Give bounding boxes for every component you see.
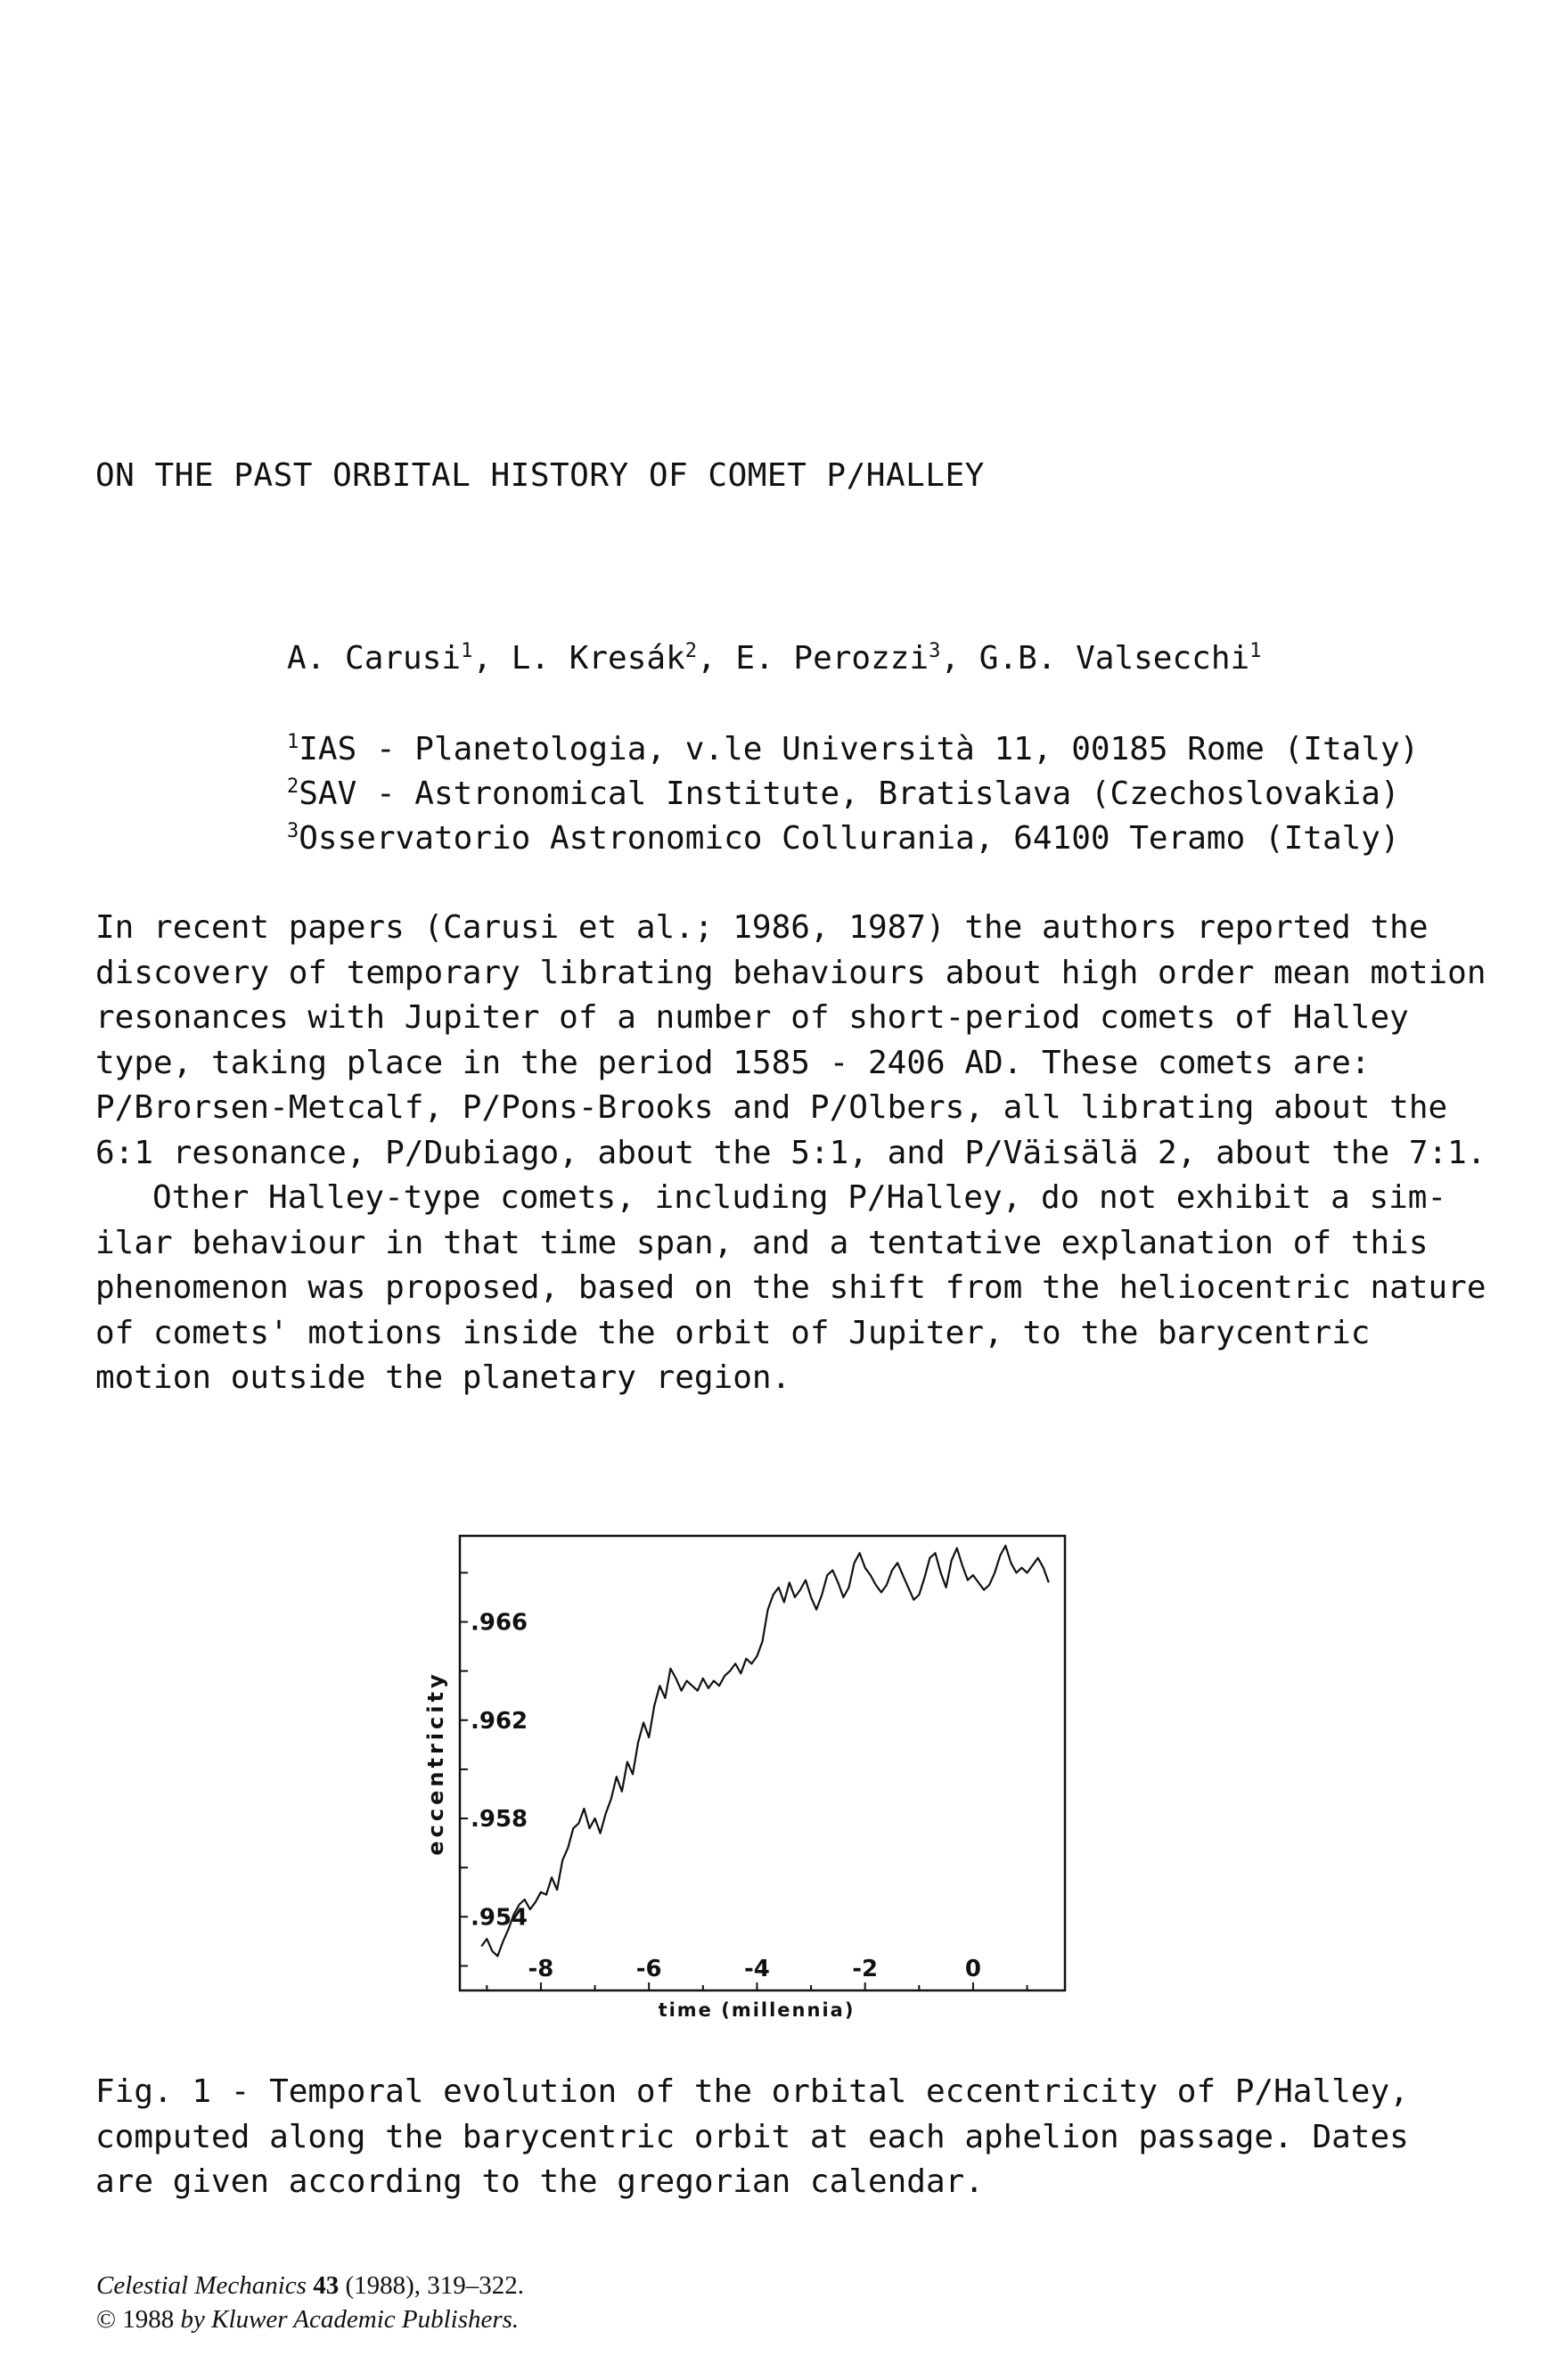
- y-tick-label: .958: [471, 1806, 528, 1834]
- y-tick-label: .966: [471, 1609, 528, 1637]
- paragraph-halley-type: [95, 1176, 1486, 1401]
- eccentricity-series-line: [481, 1546, 1049, 1956]
- text-line: In recent papers (Carusi et al.; 1986, 1987) the authors reported the: [95, 909, 1429, 946]
- journal-volume: 43: [313, 2271, 340, 2300]
- text-line: Other Halley-type comets, including P/Halley, do not exhibit a sim-: [152, 1179, 1447, 1216]
- author-name: E. Perozzi: [735, 640, 929, 677]
- copyright-year: © 1988: [96, 2305, 181, 2334]
- affiliation-text: IAS - Planetologia, v.le Università 11, 00185 Rome (Italy): [299, 731, 1420, 767]
- paper-title: ON THE PAST ORBITAL HISTORY OF COMET P/HALLEY: [95, 457, 985, 494]
- affiliation-mark: 1: [287, 731, 299, 753]
- text-line: type, taking place in the period 1585 - 2406 AD. These comets are:: [95, 1044, 1371, 1081]
- x-axis-label: time (millennia): [658, 1999, 856, 2021]
- x-tick-label: 0: [964, 1956, 981, 1982]
- affiliation-text: SAV - Astronomical Institute, Bratislava (Czechoslovakia): [299, 776, 1400, 812]
- text-line: resonances with Jupiter of a number of short-period comets of Halley: [95, 999, 1409, 1036]
- text-line: phenomenon was proposed, based on the shift from the heliocentric nature: [95, 1269, 1486, 1306]
- paragraph-intro: [95, 906, 1486, 1176]
- author-affiliation-mark: 1: [1249, 640, 1262, 662]
- x-tick-label: -4: [743, 1956, 770, 1982]
- y-axis-label: eccentricity: [423, 1670, 448, 1856]
- copyright-line: [96, 2302, 524, 2336]
- x-tick-label: -6: [635, 1956, 662, 1982]
- figure-1: [419, 1529, 1096, 2032]
- x-axis-ticks: [487, 1956, 1027, 1990]
- journal-footer: [96, 2269, 524, 2336]
- journal-pages: (1988), 319–322.: [345, 2271, 525, 2300]
- author-name: A. Carusi: [287, 640, 462, 677]
- plot-frame: [460, 1536, 1065, 1990]
- caption-line: are given according to the gregorian calendar.: [95, 2163, 984, 2200]
- text-line: ilar behaviour in that time span, and a tentative explanation of this: [95, 1224, 1429, 1261]
- journal-citation: [96, 2269, 524, 2302]
- y-tick-label: .954: [471, 1904, 528, 1932]
- text-line: of comets' motions inside the orbit of Jupiter, to the barycentric: [95, 1314, 1371, 1351]
- publisher-name: by Kluwer Academic Publishers.: [180, 2305, 520, 2334]
- y-axis-ticks: [460, 1609, 528, 1931]
- eccentricity-chart: [419, 1529, 1096, 2028]
- x-tick-label: -8: [528, 1956, 554, 1982]
- text-line: discovery of temporary librating behaviours about high order mean motion: [95, 954, 1486, 991]
- author-affiliation-mark: 1: [461, 640, 473, 662]
- text-line: P/Brorsen-Metcalf, P/Pons-Brooks and P/Olbers, all librating about the: [95, 1089, 1448, 1126]
- x-tick-label: -2: [852, 1956, 879, 1982]
- affiliation: [287, 820, 1400, 857]
- affiliation: [287, 731, 1419, 767]
- affiliation-text: Osservatorio Astronomico Collurania, 64100 Teramo (Italy): [299, 820, 1400, 857]
- author-list: A. Carusi$^1$, L. Kresák$^2$, E. Perozzi$^3$, G.B. Valsecchi$^1$: [287, 640, 1262, 677]
- y-minor-ticks: [460, 1572, 468, 1966]
- affiliation-mark: 2: [287, 776, 299, 798]
- y-tick-label: .962: [471, 1707, 528, 1735]
- journal-name: Celestial Mechanics: [96, 2271, 307, 2300]
- author-name: G.B. Valsecchi: [979, 640, 1250, 677]
- affiliation-mark: 3: [287, 820, 299, 842]
- caption-line: computed along the barycentric orbit at each aphelion passage. Dates: [95, 2118, 1409, 2155]
- caption-line: Fig. 1 - Temporal evolution of the orbital eccentricity of P/Halley,: [95, 2073, 1409, 2110]
- text-line: 6:1 resonance, P/Dubiago, about the 5:1, and P/Väisälä 2, about the 7:1.: [95, 1134, 1486, 1171]
- author-affiliation-mark: 3: [929, 640, 941, 662]
- text-line: motion outside the planetary region.: [95, 1359, 791, 1396]
- affiliation: [287, 776, 1400, 812]
- author-affiliation-mark: 2: [684, 640, 698, 662]
- figure-caption: [95, 2070, 1409, 2205]
- author-name: L. Kresák: [511, 640, 685, 677]
